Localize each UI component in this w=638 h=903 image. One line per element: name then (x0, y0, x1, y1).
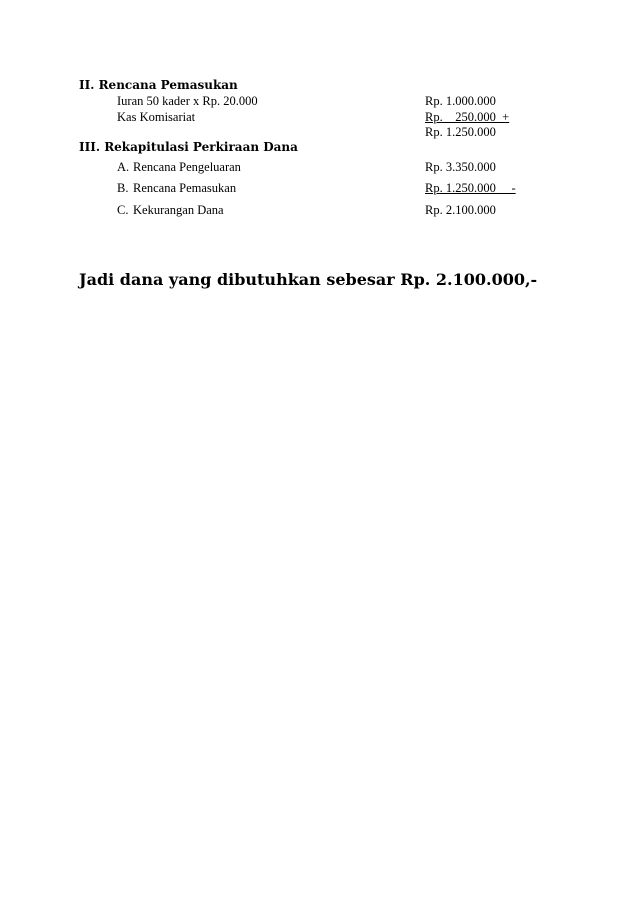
section-heading-rencana-pemasukan: II. Rencana Pemasukan (79, 78, 238, 92)
recap-item-amount: Rp. 2.100.000 (425, 203, 496, 217)
recap-item-amount: Rp. 1.250.000 - (425, 181, 516, 195)
recap-item (117, 160, 241, 175)
income-item-label: Iuran 50 kader x Rp. 20.000 (117, 94, 258, 108)
recap-item-letter: B. (117, 181, 129, 195)
recap-item-label: Rencana Pemasukan (133, 181, 237, 195)
recap-item (117, 203, 224, 218)
recap-item (117, 181, 236, 196)
recap-item-letter: C. (117, 203, 129, 217)
recap-item-letter: A. (117, 160, 130, 174)
recap-item-amount: Rp. 3.350.000 (425, 160, 496, 174)
income-item-label: Kas Komisariat (117, 110, 196, 124)
summary-statement: Jadi dana yang dibutuhkan sebesar Rp. 2.100.000,- (79, 270, 538, 289)
section-heading-rekapitulasi: III. Rekapitulasi Perkiraan Dana (79, 140, 298, 154)
income-item-amount: Rp. 1.000.000 (425, 94, 496, 108)
recap-item-label: Kekurangan Dana (133, 203, 224, 217)
recap-item-label: Rencana Pengeluaran (133, 160, 241, 174)
income-subtotal: Rp. 1.250.000 (425, 125, 496, 139)
income-item-amount: Rp. 250.000 + (425, 110, 510, 124)
